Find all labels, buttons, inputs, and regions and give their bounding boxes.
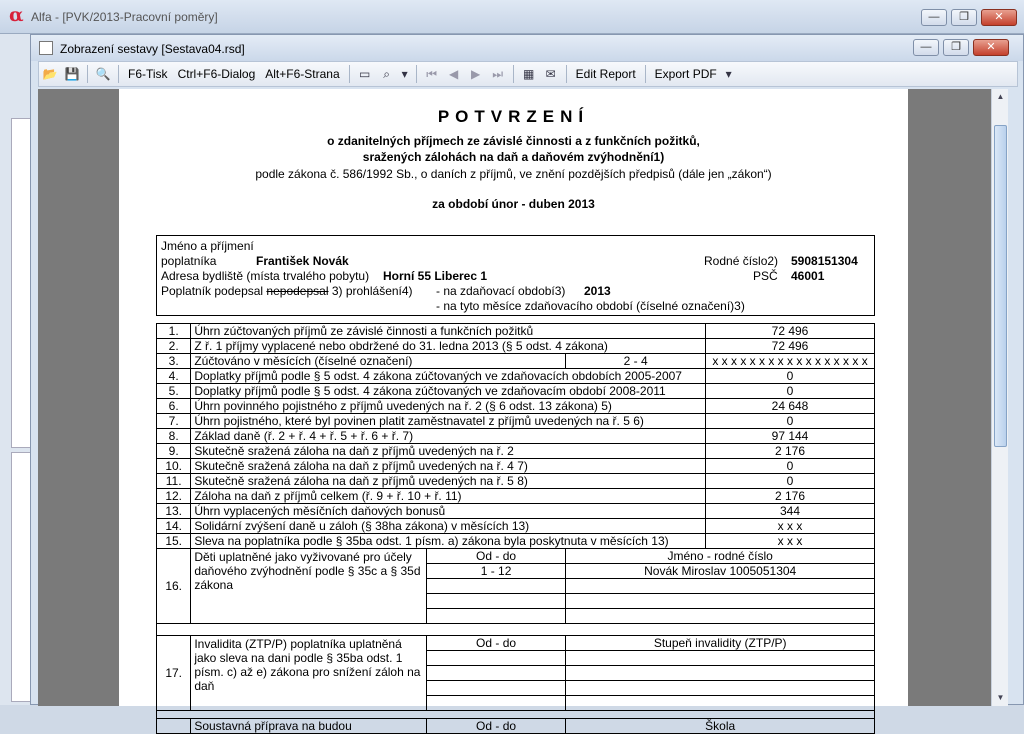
row-number: 1. (157, 324, 191, 339)
table-row (157, 459, 875, 474)
empty-cell (566, 594, 875, 609)
print-button[interactable]: F6-Tisk (128, 67, 168, 81)
row-number: 13. (157, 504, 191, 519)
psc-value: 46001 (791, 269, 825, 283)
page-icon[interactable]: ▭ (358, 67, 371, 81)
row-value: 97 144 (706, 429, 875, 444)
empty-cell (566, 651, 875, 666)
taxpayer-info-box (156, 235, 875, 316)
col-disability: Stupeň invalidity (ZTP/P) (566, 636, 875, 651)
rc-value: 5908151304 (791, 254, 858, 268)
subtitle-line-2: sražených zálohách na daň a daňovém zvýhodnění1) (362, 150, 665, 164)
table-row (157, 369, 875, 384)
empty-cell (426, 609, 566, 624)
study-header-row (157, 719, 875, 734)
rc-label: Rodné číslo2) (704, 254, 779, 268)
empty-cell (426, 681, 566, 696)
law-reference: podle zákona č. 586/1992 Sb., o daních z příjmů, ve znění pozdějších předpisů (dále jen „zákon“) (255, 167, 772, 181)
dialog-restore-button[interactable]: ❐ (943, 39, 969, 56)
empty-cell (426, 651, 566, 666)
row-description: Invalidita (ZTP/P) poplatníka uplatněná jako sleva na dani podle § 35ba odst. 1 písm. c) až e) zákona pro snížení záloh na daň (191, 636, 426, 711)
row-months: 2 - 4 (566, 354, 706, 369)
empty-cell (566, 579, 875, 594)
table-row (157, 711, 875, 719)
col-od-do: Od - do (426, 636, 566, 651)
save-icon[interactable]: 💾 (64, 67, 80, 81)
alfa-logo-icon: α (9, 4, 24, 26)
edit-report-button[interactable]: Edit Report (575, 67, 636, 81)
find-icon[interactable]: 🔍 (95, 67, 111, 81)
row-value: 2 176 (706, 444, 875, 459)
row-description: Skutečně sražená záloha na daň z příjmů uvedených na ř. 5 8) (191, 474, 706, 489)
table-row (157, 474, 875, 489)
spacer-row (157, 711, 875, 719)
table-row (157, 519, 875, 534)
table-row (157, 444, 875, 459)
zoom-icon[interactable]: ⌕ (383, 66, 390, 81)
table-row (157, 324, 875, 339)
outer-minimize-button[interactable]: — (921, 9, 947, 26)
table-row (157, 429, 875, 444)
zoom-dropdown-icon[interactable]: ▾ (401, 67, 408, 81)
report-toolbar (38, 61, 1018, 87)
row-value: 72 496 (706, 324, 875, 339)
col-od-do: Od - do (426, 549, 566, 564)
taxpayer-name: František Novák (256, 254, 349, 268)
table-row (157, 534, 875, 549)
period-year-label: - na zdaňovací období3) (436, 284, 566, 298)
table-row (157, 414, 875, 429)
page-setup-button[interactable]: Alt+F6-Strana (265, 67, 340, 81)
row-number: 16. (157, 549, 191, 624)
vertical-scrollbar[interactable] (991, 89, 1008, 706)
table-row (157, 339, 875, 354)
row-value: 344 (706, 504, 875, 519)
row-description: Skutečně sražená záloha na daň z příjmů uvedených na ř. 2 (191, 444, 706, 459)
calculator-icon[interactable]: ▦ (522, 67, 535, 81)
signed-suffix: 3) prohlášení4) (331, 284, 413, 298)
signed-statement (161, 284, 413, 298)
children-header-row (157, 549, 875, 564)
first-page-icon[interactable]: ⏮ (426, 66, 438, 81)
income-table (156, 323, 875, 734)
disability-header-row (157, 636, 875, 651)
background-list-panel (11, 118, 31, 448)
row-number: 11. (157, 474, 191, 489)
row-description: Základ daně (ř. 2 + ř. 4 + ř. 5 + ř. 6 + ř. 7) (191, 429, 706, 444)
table-row (157, 489, 875, 504)
row-value: 0 (706, 459, 875, 474)
table-row (157, 399, 875, 414)
row-description: Záloha na daň z příjmů celkem (ř. 9 + ř. 10 + ř. 11) (191, 489, 706, 504)
row-description: Z ř. 1 příjmy vyplacené nebo obdržené do 31. ledna 2013 (§ 5 odst. 4 zákona) (191, 339, 706, 354)
last-page-icon[interactable]: ⏭ (492, 66, 504, 81)
report-preview-dialog (30, 34, 1024, 733)
empty-cell (566, 681, 875, 696)
address-value: Horní 55 Liberec 1 (383, 269, 488, 283)
signed-prefix: Poplatník podepsal (161, 284, 264, 298)
taxpayer-label: poplatníka (161, 254, 217, 268)
period-heading: za období únor - duben 2013 (432, 197, 595, 211)
outer-window-title: Alfa - [PVK/2013-Pracovní poměry] (31, 10, 218, 24)
outer-close-button[interactable]: ✕ (981, 9, 1017, 26)
row-description: Soustavná příprava na budou (191, 719, 426, 734)
row-number: 3. (157, 354, 191, 369)
document-subtitle (119, 133, 908, 165)
row-description: Solidární zvýšení daně u záloh (§ 38ha zákona) v měsících 13) (191, 519, 706, 534)
row-description: Úhrn zúčtovaných příjmů ze závislé činnosti a funkčních požitků (191, 324, 706, 339)
scroll-down-icon[interactable]: ▼ (996, 693, 1005, 702)
row-number: 2. (157, 339, 191, 354)
next-page-icon[interactable]: ▶ (471, 67, 481, 81)
row-number: 15. (157, 534, 191, 549)
open-folder-icon[interactable]: 📂 (42, 67, 58, 81)
table-row (157, 354, 875, 369)
scroll-thumb[interactable] (994, 125, 1007, 447)
period-year-value: 2013 (584, 284, 611, 298)
dialog-close-button[interactable]: ✕ (973, 39, 1009, 56)
row-number: 8. (157, 429, 191, 444)
email-icon[interactable]: ✉ (545, 67, 556, 81)
period-months-label: - na tyto měsíce zdaňovacího období (číselné označení)3) (436, 299, 745, 313)
psc-label: PSČ (753, 269, 778, 283)
scroll-up-icon[interactable]: ▲ (996, 92, 1005, 101)
previous-page-icon[interactable]: ◀ (449, 67, 459, 81)
empty-cell (566, 609, 875, 624)
row-description: Děti uplatněné jako vyživované pro účely daňového zvýhodnění podle § 35c a § 35d zákona (191, 549, 426, 624)
dialog-title: Zobrazení sestavy [Sestava04.rsd] (60, 42, 245, 56)
row-number: 6. (157, 399, 191, 414)
col-child-name: Jméno - rodné číslo (566, 549, 875, 564)
row-value: 0 (706, 384, 875, 399)
col-od-do: Od - do (426, 719, 566, 734)
background-detail-panel (11, 452, 31, 702)
row-description: Doplatky příjmů podle § 5 odst. 4 zákona zúčtovaných ve zdaňovacím období 2008-2011 (191, 384, 706, 399)
row-description: Zúčtováno v měsících (číselné označení) (191, 354, 566, 369)
export-dropdown-icon[interactable]: ▾ (725, 67, 732, 81)
outer-restore-button[interactable]: ❐ (951, 9, 977, 26)
row-value: x x x (706, 534, 875, 549)
report-window-icon (39, 41, 53, 55)
row-value: 0 (706, 414, 875, 429)
table-row (157, 624, 875, 636)
row-value: 0 (706, 369, 875, 384)
table-row (157, 504, 875, 519)
report-page (119, 89, 908, 733)
empty-cell (426, 696, 566, 711)
row-number: 12. (157, 489, 191, 504)
spacer-row (157, 624, 875, 636)
child-period: 1 - 12 (426, 564, 566, 579)
row-description: Úhrn povinného pojistného z příjmů uvedených na ř. 2 (§ 6 odst. 13 zákona) 5) (191, 399, 706, 414)
background-window-strip (0, 34, 32, 705)
name-label: Jméno a příjmení (161, 239, 254, 253)
row-value: x x x x x x x x x x x x x x x x x (706, 354, 875, 369)
signed-strike: nepodepsal (266, 284, 329, 298)
row-number: 10. (157, 459, 191, 474)
empty-cell (426, 666, 566, 681)
row-number: 9. (157, 444, 191, 459)
row-description: Úhrn vyplacených měsíčních daňových bonusů (191, 504, 706, 519)
row-value: 24 648 (706, 399, 875, 414)
row-number: 4. (157, 369, 191, 384)
outer-window-titlebar (0, 0, 1024, 34)
address-label: Adresa bydliště (místa trvalého pobytu) (161, 269, 370, 283)
subtitle-line-1: o zdanitelných příjmech ze závislé činnosti a z funkčních požitků, (327, 134, 700, 148)
row-description: Sleva na poplatníka podle § 35ba odst. 1 písm. a) zákona byla poskytnuta v měsících 13) (191, 534, 706, 549)
print-dialog-button[interactable]: Ctrl+F6-Dialog (177, 67, 256, 81)
row-number: 7. (157, 414, 191, 429)
row-number (157, 719, 191, 734)
row-description: Úhrn pojistného, které byl povinen platit zaměstnavatel z příjmů uvedených na ř. 5 6) (191, 414, 706, 429)
col-school: Škola (566, 719, 875, 734)
table-row (157, 384, 875, 399)
row-description: Skutečně sražená záloha na daň z příjmů uvedených na ř. 4 7) (191, 459, 706, 474)
row-description: Doplatky příjmů podle § 5 odst. 4 zákona zúčtovaných ve zdaňovacích obdobích 2005-2007 (191, 369, 706, 384)
row-number: 14. (157, 519, 191, 534)
dialog-minimize-button[interactable]: — (913, 39, 939, 56)
row-number: 17. (157, 636, 191, 711)
report-viewer[interactable] (38, 89, 991, 733)
empty-cell (566, 696, 875, 711)
document-title: POTVRZENÍ (437, 107, 590, 126)
row-value: 72 496 (706, 339, 875, 354)
row-value: x x x (706, 519, 875, 534)
row-value: 0 (706, 474, 875, 489)
child-name: Novák Miroslav 1005051304 (566, 564, 875, 579)
empty-cell (426, 579, 566, 594)
empty-cell (426, 594, 566, 609)
row-number: 5. (157, 384, 191, 399)
export-pdf-button[interactable]: Export PDF (654, 67, 717, 81)
row-value: 2 176 (706, 489, 875, 504)
empty-cell (566, 666, 875, 681)
dialog-titlebar (31, 35, 1023, 61)
